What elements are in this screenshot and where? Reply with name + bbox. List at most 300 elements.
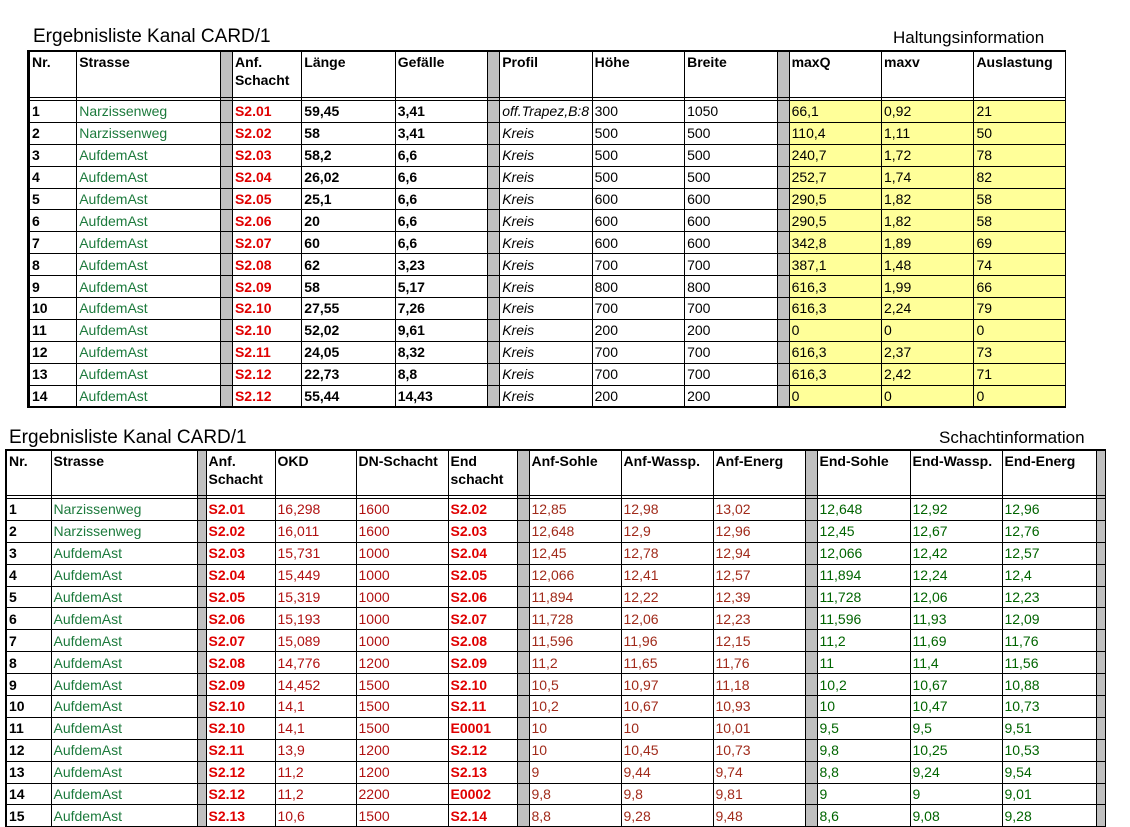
cell-hoehe: 600 bbox=[592, 232, 684, 254]
cell-anf-sohle: 12,45 bbox=[529, 542, 621, 564]
cell-anf-schacht: S2.07 bbox=[206, 630, 275, 652]
cell-dn-schacht: 1500 bbox=[356, 805, 448, 827]
cell-maxv: 1,74 bbox=[882, 166, 974, 188]
cell-strasse: AufdemAst bbox=[51, 696, 197, 718]
column-separator bbox=[488, 122, 500, 144]
cell-dn-schacht: 1000 bbox=[356, 586, 448, 608]
cell-maxq: 0 bbox=[789, 319, 881, 341]
cell-nr: 11 bbox=[29, 319, 77, 341]
column-separator bbox=[517, 450, 529, 496]
column-separator bbox=[197, 652, 206, 674]
cell-end-sohle: 12,648 bbox=[817, 499, 910, 521]
cell-dn-schacht: 1000 bbox=[356, 542, 448, 564]
cell-auslastung: 0 bbox=[974, 385, 1066, 407]
cell-strasse: AufdemAst bbox=[51, 761, 197, 783]
cell-end-sohle: 8,6 bbox=[817, 805, 910, 827]
cell-end-wassp: 12,67 bbox=[910, 520, 1002, 542]
cell-anf-schacht: S2.12 bbox=[206, 761, 275, 783]
column-separator bbox=[220, 385, 232, 407]
cell-end-energ: 10,53 bbox=[1002, 739, 1096, 761]
column-separator bbox=[197, 499, 206, 521]
cell-profil: Kreis bbox=[500, 232, 592, 254]
cell-hoehe: 700 bbox=[592, 298, 684, 320]
column-separator bbox=[805, 499, 817, 521]
cell-nr: 4 bbox=[29, 166, 77, 188]
col-nr: Nr. bbox=[6, 450, 51, 496]
cell-strasse: Narzissenweg bbox=[51, 520, 197, 542]
column-separator bbox=[805, 761, 817, 783]
column-separator bbox=[1096, 630, 1105, 652]
column-separator bbox=[517, 608, 529, 630]
cell-nr: 15 bbox=[6, 805, 51, 827]
column-separator bbox=[488, 385, 500, 407]
cell-strasse: AufdemAst bbox=[77, 144, 221, 166]
column-separator bbox=[1096, 674, 1105, 696]
column-separator bbox=[1096, 542, 1105, 564]
table-row bbox=[29, 166, 1066, 188]
cell-anf-wassp: 11,96 bbox=[621, 630, 713, 652]
col-end-schacht: End schacht bbox=[448, 450, 517, 496]
column-separator bbox=[220, 363, 232, 385]
cell-maxq: 252,7 bbox=[789, 166, 881, 188]
column-separator bbox=[777, 385, 789, 407]
cell-strasse: AufdemAst bbox=[51, 630, 197, 652]
cell-maxv: 2,24 bbox=[882, 298, 974, 320]
cell-okd: 11,2 bbox=[275, 761, 356, 783]
col-hoehe: Höhe bbox=[592, 51, 684, 98]
cell-okd: 15,449 bbox=[275, 564, 356, 586]
cell-end-sohle: 9,8 bbox=[817, 739, 910, 761]
column-separator bbox=[805, 608, 817, 630]
cell-hoehe: 700 bbox=[592, 363, 684, 385]
cell-hoehe: 500 bbox=[592, 122, 684, 144]
column-separator bbox=[777, 341, 789, 363]
cell-anf-schacht: S2.11 bbox=[232, 341, 301, 363]
cell-dn-schacht: 2200 bbox=[356, 783, 448, 805]
column-separator bbox=[488, 232, 500, 254]
cell-nr: 8 bbox=[29, 254, 77, 276]
cell-maxv: 2,42 bbox=[882, 363, 974, 385]
cell-end-wassp: 12,92 bbox=[910, 499, 1002, 521]
column-separator bbox=[220, 298, 232, 320]
column-separator bbox=[488, 144, 500, 166]
cell-anf-sohle: 9 bbox=[529, 761, 621, 783]
cell-dn-schacht: 1200 bbox=[356, 652, 448, 674]
column-separator bbox=[197, 805, 206, 827]
cell-gefaelle: 5,17 bbox=[395, 276, 487, 298]
cell-anf-energ: 12,39 bbox=[713, 586, 805, 608]
cell-strasse: AufdemAst bbox=[77, 210, 221, 232]
column-separator bbox=[220, 166, 232, 188]
table-row bbox=[6, 761, 1105, 783]
column-separator bbox=[805, 717, 817, 739]
cell-maxq: 290,5 bbox=[789, 188, 881, 210]
cell-profil: Kreis bbox=[500, 276, 592, 298]
cell-anf-energ: 9,81 bbox=[713, 783, 805, 805]
cell-anf-schacht: S2.01 bbox=[232, 101, 301, 123]
cell-nr: 4 bbox=[6, 564, 51, 586]
column-separator bbox=[517, 499, 529, 521]
cell-maxq: 616,3 bbox=[789, 298, 881, 320]
cell-end-sohle: 11,596 bbox=[817, 608, 910, 630]
cell-breite: 700 bbox=[685, 254, 777, 276]
cell-breite: 700 bbox=[685, 298, 777, 320]
cell-nr: 9 bbox=[29, 276, 77, 298]
column-separator bbox=[220, 232, 232, 254]
cell-end-schacht: S2.11 bbox=[448, 696, 517, 718]
cell-end-schacht: E0002 bbox=[448, 783, 517, 805]
cell-end-sohle: 10,2 bbox=[817, 674, 910, 696]
column-separator bbox=[220, 254, 232, 276]
column-separator bbox=[197, 783, 206, 805]
cell-profil: Kreis bbox=[500, 385, 592, 407]
cell-anf-wassp: 9,44 bbox=[621, 761, 713, 783]
cell-anf-energ: 9,48 bbox=[713, 805, 805, 827]
table-row bbox=[6, 564, 1105, 586]
cell-strasse: AufdemAst bbox=[77, 319, 221, 341]
cell-anf-schacht: S2.10 bbox=[206, 696, 275, 718]
cell-nr: 2 bbox=[29, 122, 77, 144]
column-separator bbox=[220, 341, 232, 363]
cell-anf-wassp: 12,78 bbox=[621, 542, 713, 564]
cell-okd: 13,9 bbox=[275, 739, 356, 761]
column-separator bbox=[805, 520, 817, 542]
cell-auslastung: 79 bbox=[974, 298, 1066, 320]
cell-maxv: 1,82 bbox=[882, 188, 974, 210]
cell-anf-wassp: 10 bbox=[621, 717, 713, 739]
cell-anf-sohle: 10 bbox=[529, 717, 621, 739]
cell-gefaelle: 8,8 bbox=[395, 363, 487, 385]
cell-anf-wassp: 12,9 bbox=[621, 520, 713, 542]
cell-gefaelle: 9,61 bbox=[395, 319, 487, 341]
column-separator bbox=[1096, 739, 1105, 761]
cell-end-schacht: S2.04 bbox=[448, 542, 517, 564]
col-end-sohle: End-Sohle bbox=[817, 450, 910, 496]
cell-okd: 14,1 bbox=[275, 696, 356, 718]
cell-profil: Kreis bbox=[500, 144, 592, 166]
cell-anf-sohle: 10 bbox=[529, 739, 621, 761]
cell-laenge: 52,02 bbox=[302, 319, 395, 341]
cell-laenge: 60 bbox=[302, 232, 395, 254]
cell-end-schacht: S2.03 bbox=[448, 520, 517, 542]
cell-end-sohle: 10 bbox=[817, 696, 910, 718]
column-separator bbox=[220, 319, 232, 341]
cell-nr: 1 bbox=[6, 499, 51, 521]
column-separator bbox=[517, 717, 529, 739]
cell-okd: 15,193 bbox=[275, 608, 356, 630]
table-row bbox=[6, 739, 1105, 761]
column-separator bbox=[197, 761, 206, 783]
cell-anf-wassp: 12,98 bbox=[621, 499, 713, 521]
cell-dn-schacht: 1500 bbox=[356, 674, 448, 696]
column-separator bbox=[1096, 717, 1105, 739]
cell-end-energ: 12,57 bbox=[1002, 542, 1096, 564]
cell-nr: 12 bbox=[6, 739, 51, 761]
column-separator bbox=[517, 805, 529, 827]
cell-strasse: AufdemAst bbox=[51, 586, 197, 608]
cell-end-energ: 9,54 bbox=[1002, 761, 1096, 783]
column-separator bbox=[1096, 805, 1105, 827]
cell-end-sohle: 9 bbox=[817, 783, 910, 805]
cell-nr: 5 bbox=[6, 586, 51, 608]
cell-breite: 600 bbox=[685, 188, 777, 210]
cell-anf-wassp: 9,28 bbox=[621, 805, 713, 827]
cell-auslastung: 0 bbox=[974, 319, 1066, 341]
table-row bbox=[29, 144, 1066, 166]
cell-end-sohle: 11,894 bbox=[817, 564, 910, 586]
table-row bbox=[29, 122, 1066, 144]
table-row bbox=[29, 298, 1066, 320]
cell-laenge: 62 bbox=[302, 254, 395, 276]
cell-maxq: 616,3 bbox=[789, 276, 881, 298]
cell-maxv: 1,89 bbox=[882, 232, 974, 254]
column-separator bbox=[488, 363, 500, 385]
cell-anf-energ: 10,73 bbox=[713, 739, 805, 761]
cell-strasse: AufdemAst bbox=[51, 805, 197, 827]
cell-okd: 10,6 bbox=[275, 805, 356, 827]
cell-end-schacht: S2.08 bbox=[448, 630, 517, 652]
cell-profil: Kreis bbox=[500, 298, 592, 320]
cell-dn-schacht: 1000 bbox=[356, 630, 448, 652]
cell-dn-schacht: 1500 bbox=[356, 717, 448, 739]
cell-maxv: 1,11 bbox=[882, 122, 974, 144]
cell-laenge: 24,05 bbox=[302, 341, 395, 363]
cell-anf-wassp: 10,67 bbox=[621, 696, 713, 718]
col-anf-energ: Anf-Energ bbox=[713, 450, 805, 496]
cell-strasse: AufdemAst bbox=[51, 674, 197, 696]
cell-end-sohle: 11,2 bbox=[817, 630, 910, 652]
cell-end-schacht: S2.13 bbox=[448, 761, 517, 783]
cell-anf-sohle: 11,596 bbox=[529, 630, 621, 652]
column-separator bbox=[777, 363, 789, 385]
cell-end-wassp: 10,25 bbox=[910, 739, 1002, 761]
section1-title: Ergebnisliste Kanal CARD/1 bbox=[33, 26, 271, 47]
cell-profil: Kreis bbox=[500, 188, 592, 210]
cell-maxq: 0 bbox=[789, 385, 881, 407]
cell-anf-wassp: 10,97 bbox=[621, 674, 713, 696]
cell-anf-schacht: S2.06 bbox=[206, 608, 275, 630]
cell-hoehe: 500 bbox=[592, 166, 684, 188]
cell-end-energ: 12,09 bbox=[1002, 608, 1096, 630]
column-separator bbox=[1096, 564, 1105, 586]
cell-dn-schacht: 1600 bbox=[356, 499, 448, 521]
cell-anf-schacht: S2.02 bbox=[232, 122, 301, 144]
haltung-table bbox=[27, 50, 1066, 408]
cell-laenge: 27,55 bbox=[302, 298, 395, 320]
cell-end-schacht: S2.06 bbox=[448, 586, 517, 608]
schacht-table bbox=[5, 449, 1106, 827]
column-separator bbox=[1096, 696, 1105, 718]
column-separator bbox=[777, 276, 789, 298]
cell-laenge: 26,02 bbox=[302, 166, 395, 188]
column-separator bbox=[220, 144, 232, 166]
cell-profil: Kreis bbox=[500, 122, 592, 144]
cell-end-wassp: 12,24 bbox=[910, 564, 1002, 586]
cell-laenge: 58 bbox=[302, 276, 395, 298]
table-row bbox=[6, 586, 1105, 608]
col-profil: Profil bbox=[500, 51, 592, 98]
cell-nr: 14 bbox=[6, 783, 51, 805]
cell-anf-schacht: S2.03 bbox=[232, 144, 301, 166]
cell-okd: 15,731 bbox=[275, 542, 356, 564]
cell-end-energ: 10,88 bbox=[1002, 674, 1096, 696]
cell-end-wassp: 10,67 bbox=[910, 674, 1002, 696]
cell-end-energ: 9,51 bbox=[1002, 717, 1096, 739]
column-separator bbox=[1096, 450, 1105, 496]
column-separator bbox=[517, 739, 529, 761]
cell-maxq: 240,7 bbox=[789, 144, 881, 166]
cell-hoehe: 800 bbox=[592, 276, 684, 298]
cell-hoehe: 200 bbox=[592, 319, 684, 341]
table-row bbox=[29, 101, 1066, 123]
haltung-header-row bbox=[29, 51, 1066, 98]
cell-breite: 500 bbox=[685, 122, 777, 144]
cell-strasse: AufdemAst bbox=[77, 385, 221, 407]
col-breite: Breite bbox=[685, 51, 777, 98]
table-row bbox=[6, 674, 1105, 696]
table-row bbox=[29, 341, 1066, 363]
col-strasse: Strasse bbox=[51, 450, 197, 496]
column-separator bbox=[1096, 783, 1105, 805]
cell-maxq: 342,8 bbox=[789, 232, 881, 254]
cell-dn-schacht: 1200 bbox=[356, 739, 448, 761]
column-separator bbox=[197, 586, 206, 608]
table-row bbox=[6, 717, 1105, 739]
cell-gefaelle: 14,43 bbox=[395, 385, 487, 407]
cell-anf-schacht: S2.08 bbox=[232, 254, 301, 276]
cell-end-wassp: 12,42 bbox=[910, 542, 1002, 564]
cell-anf-wassp: 12,06 bbox=[621, 608, 713, 630]
cell-anf-wassp: 9,8 bbox=[621, 783, 713, 805]
column-separator bbox=[805, 783, 817, 805]
cell-strasse: AufdemAst bbox=[77, 276, 221, 298]
column-separator bbox=[488, 101, 500, 123]
table-row bbox=[6, 608, 1105, 630]
cell-laenge: 59,45 bbox=[302, 101, 395, 123]
cell-breite: 600 bbox=[685, 210, 777, 232]
cell-nr: 6 bbox=[29, 210, 77, 232]
column-separator bbox=[488, 341, 500, 363]
cell-profil: Kreis bbox=[500, 254, 592, 276]
cell-okd: 14,452 bbox=[275, 674, 356, 696]
cell-anf-schacht: S2.13 bbox=[206, 805, 275, 827]
cell-end-wassp: 11,69 bbox=[910, 630, 1002, 652]
cell-end-energ: 11,76 bbox=[1002, 630, 1096, 652]
cell-auslastung: 21 bbox=[974, 101, 1066, 123]
cell-auslastung: 66 bbox=[974, 276, 1066, 298]
cell-end-energ: 10,73 bbox=[1002, 696, 1096, 718]
cell-nr: 3 bbox=[29, 144, 77, 166]
column-separator bbox=[777, 254, 789, 276]
cell-hoehe: 200 bbox=[592, 385, 684, 407]
cell-okd: 16,011 bbox=[275, 520, 356, 542]
cell-anf-schacht: S2.12 bbox=[232, 385, 301, 407]
cell-maxv: 1,99 bbox=[882, 276, 974, 298]
cell-end-wassp: 9,08 bbox=[910, 805, 1002, 827]
cell-auslastung: 58 bbox=[974, 188, 1066, 210]
column-separator bbox=[488, 276, 500, 298]
cell-nr: 3 bbox=[6, 542, 51, 564]
table-row bbox=[29, 188, 1066, 210]
cell-okd: 11,2 bbox=[275, 783, 356, 805]
cell-nr: 5 bbox=[29, 188, 77, 210]
cell-nr: 10 bbox=[29, 298, 77, 320]
cell-end-sohle: 11 bbox=[817, 652, 910, 674]
cell-gefaelle: 6,6 bbox=[395, 232, 487, 254]
column-separator bbox=[197, 542, 206, 564]
cell-hoehe: 600 bbox=[592, 210, 684, 232]
col-anf-wassp: Anf-Wassp. bbox=[621, 450, 713, 496]
column-separator bbox=[220, 276, 232, 298]
section2-title: Ergebnisliste Kanal CARD/1 bbox=[9, 427, 247, 448]
cell-breite: 800 bbox=[685, 276, 777, 298]
cell-end-sohle: 8,8 bbox=[817, 761, 910, 783]
column-separator bbox=[517, 652, 529, 674]
cell-anf-schacht: S2.10 bbox=[232, 298, 301, 320]
column-separator bbox=[1096, 761, 1105, 783]
cell-laenge: 22,73 bbox=[302, 363, 395, 385]
cell-anf-sohle: 12,648 bbox=[529, 520, 621, 542]
column-separator bbox=[517, 564, 529, 586]
section1-subtitle: Haltungsinformation bbox=[893, 28, 1045, 47]
cell-anf-energ: 10,93 bbox=[713, 696, 805, 718]
col-gefaelle: Gefälle bbox=[395, 51, 487, 98]
cell-end-sohle: 12,066 bbox=[817, 542, 910, 564]
cell-okd: 14,1 bbox=[275, 717, 356, 739]
schacht-header-row bbox=[6, 450, 1105, 496]
cell-end-schacht: S2.10 bbox=[448, 674, 517, 696]
cell-anf-schacht: S2.08 bbox=[206, 652, 275, 674]
cell-hoehe: 300 bbox=[592, 101, 684, 123]
cell-gefaelle: 3,23 bbox=[395, 254, 487, 276]
cell-anf-schacht: S2.05 bbox=[232, 188, 301, 210]
cell-strasse: AufdemAst bbox=[51, 542, 197, 564]
cell-anf-sohle: 11,728 bbox=[529, 608, 621, 630]
cell-strasse: AufdemAst bbox=[77, 298, 221, 320]
cell-end-wassp: 10,47 bbox=[910, 696, 1002, 718]
cell-anf-wassp: 11,65 bbox=[621, 652, 713, 674]
cell-strasse: AufdemAst bbox=[77, 363, 221, 385]
table-row bbox=[29, 276, 1066, 298]
cell-dn-schacht: 1200 bbox=[356, 761, 448, 783]
col-auslastung: Auslastung bbox=[974, 51, 1066, 98]
cell-end-energ: 12,96 bbox=[1002, 499, 1096, 521]
col-maxv: maxv bbox=[882, 51, 974, 98]
col-end-wassp: End-Wassp. bbox=[910, 450, 1002, 496]
table-row bbox=[6, 783, 1105, 805]
cell-dn-schacht: 1000 bbox=[356, 608, 448, 630]
cell-end-energ: 9,28 bbox=[1002, 805, 1096, 827]
column-separator bbox=[1096, 520, 1105, 542]
table-row bbox=[6, 542, 1105, 564]
table-row bbox=[29, 254, 1066, 276]
cell-hoehe: 600 bbox=[592, 188, 684, 210]
col-end-energ: End-Energ bbox=[1002, 450, 1096, 496]
column-separator bbox=[488, 188, 500, 210]
table-row bbox=[29, 385, 1066, 407]
cell-anf-schacht: S2.06 bbox=[232, 210, 301, 232]
cell-gefaelle: 6,6 bbox=[395, 188, 487, 210]
cell-anf-schacht: S2.12 bbox=[232, 363, 301, 385]
cell-anf-sohle: 12,066 bbox=[529, 564, 621, 586]
cell-nr: 7 bbox=[29, 232, 77, 254]
cell-gefaelle: 3,41 bbox=[395, 122, 487, 144]
cell-end-sohle: 9,5 bbox=[817, 717, 910, 739]
column-separator bbox=[197, 674, 206, 696]
cell-breite: 200 bbox=[685, 385, 777, 407]
section2-subtitle: Schachtinformation bbox=[939, 428, 1085, 447]
cell-hoehe: 700 bbox=[592, 341, 684, 363]
